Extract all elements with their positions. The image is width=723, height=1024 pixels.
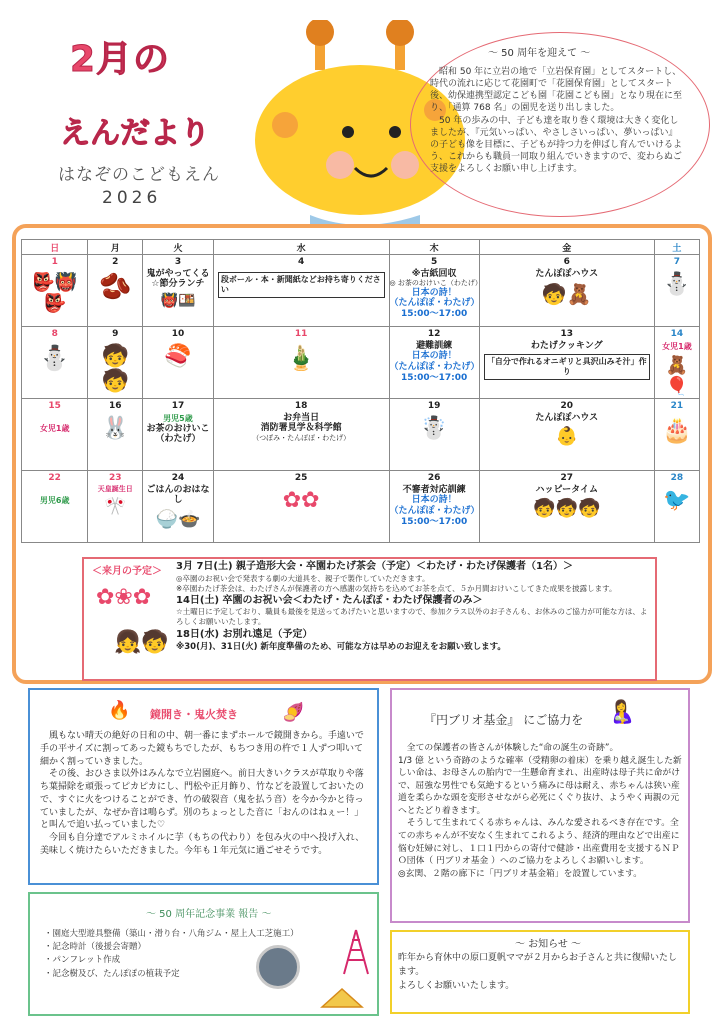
event-blue: （たんぽぽ・わたげ） — [389, 298, 480, 309]
event-text: ※古紙回収 — [411, 268, 457, 279]
anniversary-paragraph: 昭和 50 年に立岩の地で「立岩保育園」としてスタートし、時代の流れに応じて花園町で「花園保育園」としてスタート後、幼保連携型認定こども園「花園こども園」となり現在に至り、「通算 768 名」の園児を送り出しました。 — [430, 67, 683, 114]
event-blue: （たんぽぽ・わたげ） — [389, 362, 480, 373]
day-number: 23 — [88, 471, 143, 485]
event-text: ☆節分ランチ — [151, 279, 205, 290]
blossom-icon: ✿❀✿ — [96, 585, 152, 610]
national-foundation-day-illustration: 🎍 — [286, 343, 317, 372]
event-text: わたげクッキング — [530, 340, 603, 351]
enbrio-paragraph: 全ての保護者の皆さんが体験した“命の誕生の奇跡”。 — [406, 743, 619, 753]
notice-text — [398, 952, 683, 994]
plum-blossom-illustration: ✿✿ — [282, 487, 320, 513]
oni-illustration: 👹🍱 — [160, 293, 196, 310]
next-month-label: ＜来月の予定＞ — [92, 566, 162, 577]
day-cell — [88, 269, 143, 327]
enbrio-title: 『円ブリオ基金』 にご協力を — [424, 713, 584, 727]
kagami-text — [40, 730, 370, 858]
sweet-potato-icon: 🍠 — [282, 702, 305, 723]
kids-play-illustration: 🧒🧸 — [541, 282, 592, 307]
day-cell — [654, 341, 699, 399]
day-number: 28 — [654, 471, 699, 485]
kids-winter-illustration: 🧒🧒 — [101, 343, 129, 394]
next-month-line: ※30(月)、31日(火) 新年度準備のため、可能な方は早めのお迎えをお願い致します。 — [176, 642, 506, 652]
snow-kids-illustration: ☃️ — [420, 415, 448, 441]
list-item: ・記念樹及び、たんぽぽの植栽予定 — [44, 968, 180, 979]
event-text: （わたげ） — [155, 434, 201, 445]
day-number: 13 — [479, 327, 654, 341]
day-number: 2 — [88, 255, 143, 269]
next-month-line: 3月 7日(土) 親子造形大会・卒園わたげ茶会（予定）＜わたげ・わたげ保護者（1名）＞ — [176, 561, 573, 572]
day-number: 7 — [654, 255, 699, 269]
sushi-roll-illustration: 🍣 — [164, 343, 192, 369]
climbing-tower-icon — [340, 928, 372, 976]
weekday-header: 火 — [143, 240, 214, 255]
day-cell — [389, 413, 479, 471]
bonfire-icon: 🔥 — [108, 700, 131, 721]
day-cell — [213, 269, 389, 327]
rice-meal-illustration: 🍚🍲 — [155, 509, 201, 531]
weekday-header: 木 — [389, 240, 479, 255]
mother-baby-icon: 🤱 — [608, 700, 636, 725]
day-cell — [22, 413, 88, 471]
day-number: 8 — [22, 327, 88, 341]
event-text: お弁当日 — [283, 412, 320, 423]
next-month-body — [176, 560, 654, 653]
event-text: 消防署見学＆科学館 — [260, 423, 342, 434]
day-number: 19 — [389, 399, 479, 413]
anniversary-title: ～ 50 周年を迎えて ～ — [488, 48, 591, 59]
notice-title: ～ お知らせ ～ — [515, 939, 582, 950]
event-text: 不審者対応訓練 — [402, 484, 466, 495]
kids-house-illustration: 👶 — [555, 426, 578, 448]
paper-collection-note: 段ボール・本・新聞紙などお持ち寄りください — [218, 272, 385, 298]
day-cell — [143, 485, 214, 543]
event-text: ハッピータイム — [535, 484, 599, 495]
next-month-line: 14日(土) 卒園のお祝い会＜わたげ・たんぽぽ・わたげ保護者のみ＞ — [176, 594, 483, 606]
event-blue: 15:00～17:00 — [400, 516, 468, 527]
event-small: ◎ お茶のおけいこ（わたげ） — [389, 279, 482, 288]
birthday-tag: 男児5歳 — [163, 413, 193, 423]
day-cell — [22, 269, 88, 327]
event-blue: 日本の詩！ — [411, 287, 457, 298]
next-month-sub: ◎卒園のお祝い会で発表する劇の大道具を、親子で製作していただきます。 — [176, 573, 430, 583]
event-blue: 15:00～17:00 — [400, 372, 468, 383]
snowman-illustration: ⛄ — [39, 343, 70, 372]
day-number: 16 — [88, 399, 143, 413]
event-blue: 15:00～17:00 — [400, 309, 468, 320]
day-cell — [389, 341, 479, 399]
event-blue: 日本の詩！ — [411, 351, 457, 362]
enbrio-paragraph: ◎玄関、２階の廊下に「円ブリオ基金箱」を設置しています。 — [398, 868, 643, 879]
flag-illustration: 🎌 — [104, 495, 127, 517]
weekday-header: 月 — [88, 240, 143, 255]
day-number: 15 — [22, 399, 88, 413]
day-cell — [88, 341, 143, 399]
next-month-line: 18日(水) お別れ遠足（予定） — [176, 628, 313, 640]
day-number: 25 — [213, 471, 389, 485]
birthday-tag: 男児6歳 — [39, 495, 70, 505]
weekday-header: 水 — [213, 240, 389, 255]
notice-line: 昨年から育休中の原口夏帆ママが２月からお子さんと共に復帰いたします。 — [398, 953, 678, 977]
day-number: 26 — [389, 471, 479, 485]
event-text: 避難訓練 — [416, 340, 453, 351]
bean-box-illustration: 🫘 — [99, 271, 132, 302]
day-cell — [143, 269, 214, 327]
weekday-header: 日 — [22, 240, 88, 255]
anniversary-text — [430, 66, 685, 175]
day-cell — [213, 485, 389, 543]
day-number: 14 — [654, 327, 699, 341]
holiday-label: 天皇誕生日 — [97, 484, 133, 493]
day-number: 20 — [479, 399, 654, 413]
anniversary-events-title: ～ 50 周年記念事業 報告 ～ — [146, 909, 272, 920]
child-snowman-illustration: ⛄ — [663, 271, 691, 297]
day-cell — [479, 485, 654, 543]
day-number: 10 — [143, 327, 214, 341]
day-cell — [654, 413, 699, 471]
day-number: 9 — [88, 327, 143, 341]
event-text: 鬼がやってくる — [146, 268, 210, 279]
kagami-title: 鏡開き・鬼火焚き — [150, 708, 238, 721]
cake-illustration: 🎂 — [661, 415, 692, 444]
teddy-bears-illustration: 🧸🎈 — [665, 354, 689, 397]
calendar — [21, 239, 700, 543]
dolls-illustration: 👺👹👺 — [32, 271, 78, 314]
anniversary-paragraph: 50 年の歩みの中、子ども達を取り巻く環境は大きく変化しましたが、『元気いっぱい、やさしさいっぱい、夢いっぱい』の子ども像を目標に、子どもが持つ力を伸ばし育んでいけるよう、これからも職員一同取り組んでいきますので、変わらぬご支援をよろしくお願い申し上げます。 — [430, 115, 683, 175]
day-cell — [213, 413, 389, 471]
kagami-paragraph: 今回も自分達でアルミホイルに芋（もちの代わり）を包み火の中へ投げ入れ、美味しく焼けたらいただきました。今年も１年元気に過ごせそうです。 — [40, 833, 365, 856]
day-cell — [654, 485, 699, 543]
kagami-paragraph: 風もない晴天の絶好の日和の中、朝一番にまずホールで鏡開きから。手遠いで手の平サイズに割ってあった鏡もちでしたが、もちつき用の杵で１人ずつ叩いて細かく割っていきました。 — [40, 731, 364, 767]
day-cell — [22, 341, 88, 399]
day-number: 5 — [389, 255, 479, 269]
event-text: たんぽぽハウス — [535, 268, 599, 279]
kids-tea-icon: 👧🧒 — [114, 630, 169, 655]
playground-icon — [318, 985, 366, 1009]
event-text: ごはんのおはなし — [146, 484, 210, 506]
day-number: 3 — [143, 255, 214, 269]
day-cell — [213, 341, 389, 399]
day-number: 22 — [22, 471, 88, 485]
day-cell — [143, 341, 214, 399]
event-text: お茶のおけいこ — [146, 423, 210, 434]
day-number: 18 — [213, 399, 389, 413]
day-number: 1 — [22, 255, 88, 269]
day-cell — [22, 485, 88, 543]
event-small: （つぼみ・たんぽぽ・わたげ） — [252, 434, 351, 443]
day-cell — [479, 413, 654, 471]
enbrio-text — [398, 742, 686, 880]
day-number: 17 — [143, 399, 214, 413]
happy-kids-illustration: 🧒🧒🧒 — [533, 498, 601, 520]
day-cell — [88, 413, 143, 471]
day-cell — [88, 485, 143, 543]
weekday-header: 土 — [654, 240, 699, 255]
enbrio-paragraph: そうして生まれてくる赤ちゃんは、みんな愛されるべき存在です。全ての赤ちゃんが不安なく生まれてこれるよう、経済的理由などで出産に悩む妊婦に対し、１口１円からの寄付で健診・出産費用を支援するＮＰＯ団体（ 円ブリオ基金 ）へのご協力をよろしくお願いします。 — [398, 818, 680, 867]
page-subtitle: えんだより — [60, 116, 210, 151]
enbrio-paragraph: 1/3 億 という奇跡のような確率（受精卵の着床）を乗り越え誕生した新しい命は、お母さんの胎内で一生懸命育まれ、出産時は母子共に命がけで、屈強な男性でも気絶するという痛みに母は耐え、赤ちゃんは狭い産道を柔らかな頭を変形させながら必死にくぐり抜け、ようやく両親の元へとたどり着きます。 — [398, 755, 682, 816]
day-cell — [479, 341, 654, 399]
cooking-note: 「自分で作れるオニギリと具沢山みそ汁」作り — [484, 354, 650, 380]
next-month-sub: ※卒園わたげ茶会は、わたげさんが保護者の方へ感謝の気持ちを込めてお茶を点て、５か月間おけいこしてきた成果を披露します。 — [176, 583, 617, 593]
day-cell — [389, 268, 482, 327]
day-number: 27 — [479, 471, 654, 485]
day-cell — [143, 413, 214, 471]
bunny-illustration: 🐰 — [101, 415, 129, 441]
day-number: 24 — [143, 471, 214, 485]
next-month-sub: ☆土曜日に予定しており、職員も最後を見送ってあげたいと思いますので、参加クラス以外のお子さんも、お休みのご協力が可能な方は、よろしくお願いいたします。 — [176, 607, 648, 627]
kagami-paragraph: その後、おひさま以外はみんなで立岩園庭へ。前日大きいクラスが草取りや落ち葉掃除を頑張ってピカピカにし、門松や正月飾り、竹などを設置しておいたので、すぐに火をつけることができ、竹の破裂音（鬼を払う音）を今か今かと待っていましたが、なぜか音は鳴らず。別のちょっとした音に「おんのはねぇー！」と叫んで追い払っていました♡ — [40, 769, 365, 831]
weekday-header: 金 — [479, 240, 654, 255]
day-number: 21 — [654, 399, 699, 413]
event-blue: （たんぽぽ・わたげ） — [389, 506, 480, 517]
day-cell — [389, 485, 479, 543]
page-title: 2月の — [70, 39, 171, 80]
birthday-tag: 女児1歳 — [662, 341, 692, 351]
day-number: 6 — [479, 255, 654, 269]
event-text: たんぽぽハウス — [535, 412, 599, 423]
clock-photo — [256, 945, 300, 989]
bird-illustration: 🐦 — [663, 487, 691, 513]
notice-line: よろしくお願いいたします。 — [398, 980, 515, 991]
school-name: はなぞのこどもえん — [58, 165, 220, 185]
list-item: ・パンフレット作成 — [44, 955, 121, 966]
day-number: 4 — [213, 255, 389, 269]
event-blue: 日本の詩！ — [411, 495, 457, 506]
day-number: 12 — [389, 327, 479, 341]
list-item: ・記念時計（後援会寄贈） — [44, 942, 147, 953]
day-cell — [654, 269, 699, 327]
list-item: ・園庭大型遊具整備（築山・滑り台・八角ジム・屋上人工芝施工） — [44, 929, 299, 939]
year: 2026 — [102, 188, 162, 208]
birthday-tag: 女児1歳 — [39, 423, 70, 433]
day-number: 11 — [213, 327, 389, 341]
day-cell — [479, 269, 654, 327]
